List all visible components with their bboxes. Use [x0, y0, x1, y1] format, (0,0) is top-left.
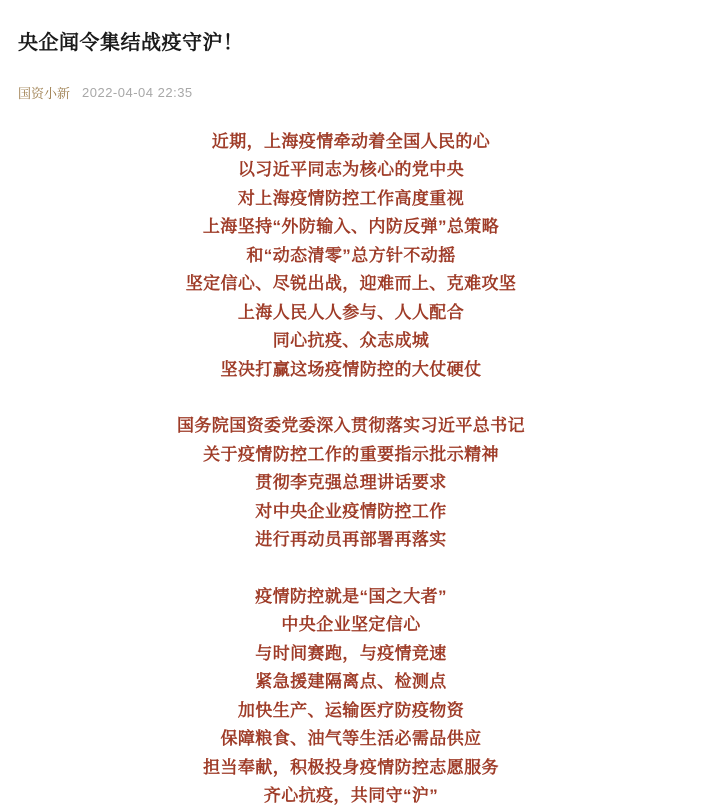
article-line: 和“动态清零”总方针不动摇 [246, 245, 456, 265]
article-stanza [18, 412, 684, 555]
article-line: 坚决打赢这场疫情防控的大仗硬仗 [220, 359, 482, 379]
article-stanza [18, 583, 684, 811]
article-line: 坚定信心、尽锐出战，迎难而上、克难攻坚 [185, 274, 517, 294]
article-line: 上海坚持“外防输入、内防反弹”总策略 [202, 217, 500, 237]
article-line: 对中央企业疫情防控工作 [255, 501, 447, 521]
article-line: 以习近平同志为核心的党中央 [237, 160, 465, 180]
article-line: 紧急援建隔离点、检测点 [255, 672, 447, 692]
article-line: 加快生产、运输医疗防疫物资 [237, 700, 465, 720]
article-line: 上海人民人人参与、人人配合 [237, 302, 465, 322]
article-line: 疫情防控就是“国之大者” [255, 586, 447, 606]
article-line: 国务院国资委党委深入贯彻落实习近平总书记 [177, 416, 525, 436]
article-line: 关于疫情防控工作的重要指示批示精神 [203, 444, 499, 464]
article-line: 对上海疫情防控工作高度重视 [237, 188, 465, 208]
article-line: 近期，上海疫情牵动着全国人民的心 [211, 131, 491, 151]
article-meta [0, 71, 702, 102]
article-page [0, 13, 702, 810]
article-stanza [18, 128, 684, 385]
article-line: 中央企业坚定信心 [281, 615, 421, 635]
article-timestamp: 2022-04-04 22:35 [82, 84, 193, 100]
page-title: 央企闻令集结战疫守沪！ [18, 32, 244, 55]
article-line: 保障粮食、油气等生活必需品供应 [220, 729, 482, 749]
article-line: 担当奉献，积极投身疫情防控志愿服务 [203, 757, 499, 777]
article-line: 齐心抗疫，共同守“沪” [263, 786, 439, 806]
article-author[interactable]: 国资小新 [18, 85, 71, 101]
article-body [0, 128, 702, 811]
article-line: 进行再动员再部署再落实 [255, 530, 447, 550]
article-line: 贯彻李克强总理讲话要求 [255, 473, 447, 493]
article-line: 同心抗疫、众志成城 [272, 331, 430, 351]
article-line: 与时间赛跑，与疫情竞速 [255, 643, 447, 663]
